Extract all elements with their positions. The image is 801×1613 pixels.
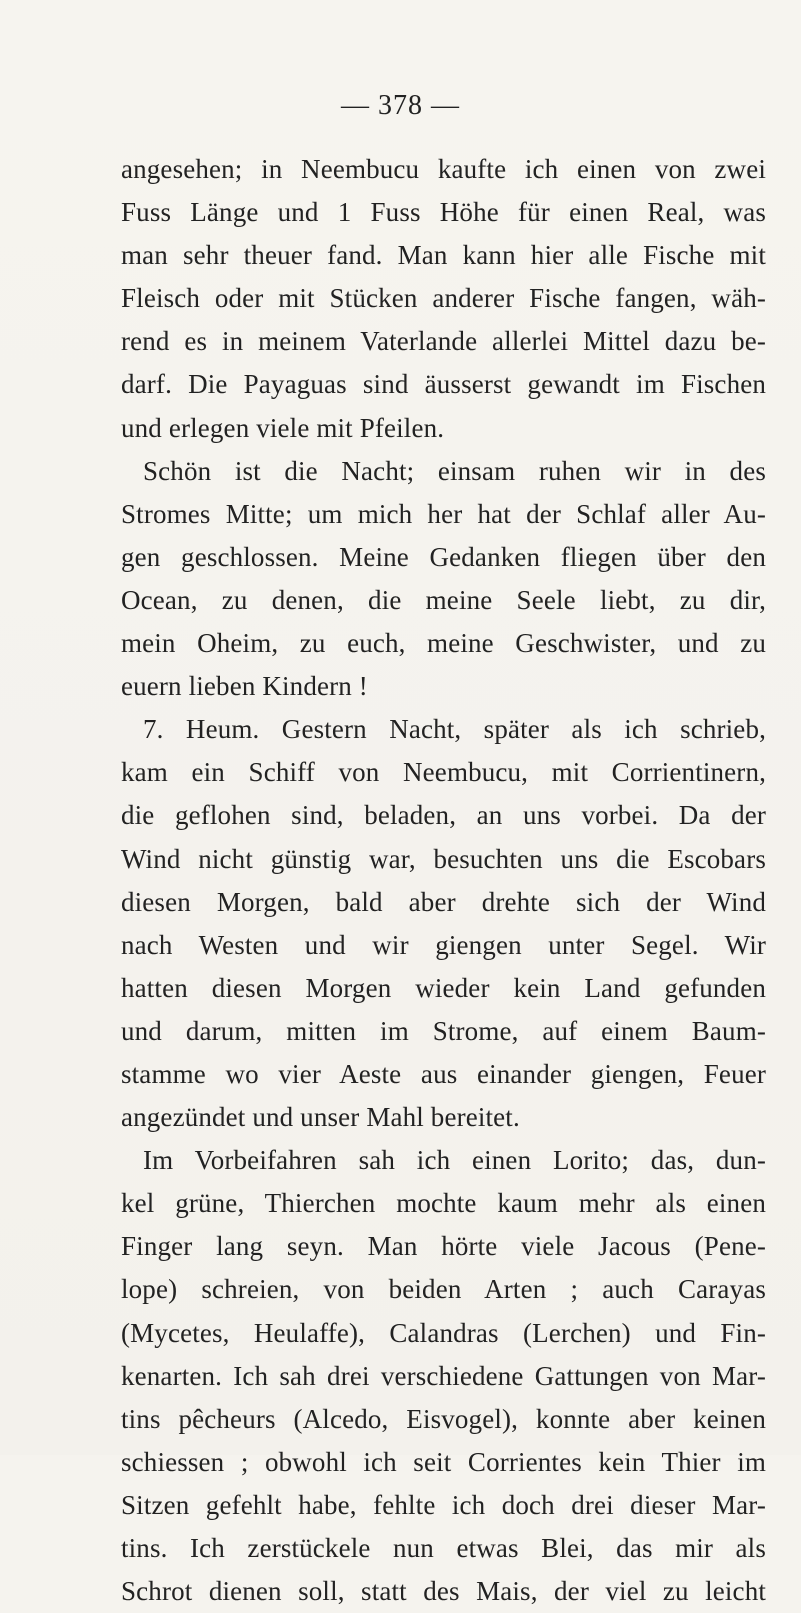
text-line: mein Oheim, zu euch, meine Geschwister, und zu xyxy=(121,628,766,659)
text-line: kel grüne, Thierchen mochte kaum mehr als einen xyxy=(121,1188,766,1219)
text-line: die geflohen sind, beladen, an uns vorbei. Da der xyxy=(121,800,766,831)
paragraph-end-line: euern lieben Kindern ! xyxy=(121,671,368,702)
text-line: schiessen ; obwohl ich seit Corrientes kein Thier im xyxy=(121,1446,766,1477)
text-line: Wind nicht günstig war, besuchten uns die Escobars xyxy=(121,843,766,874)
text-line: tins pêcheurs (Alcedo, Eisvogel), konnte aber keinen xyxy=(121,1403,766,1434)
text-line: tins. Ich zerstückele nun etwas Blei, das mir als xyxy=(121,1533,766,1563)
text-line: darf. Die Payaguas sind äusserst gewandt im Fischen xyxy=(121,369,766,400)
body-text xyxy=(121,148,766,1613)
paragraph-end-line: und erlegen viele mit Pfeilen. xyxy=(121,412,445,443)
text-line: und darum, mitten im Strome, auf einem Baum- xyxy=(121,1015,766,1046)
text-line: gen geschlossen. Meine Gedanken fliegen über den xyxy=(121,541,766,572)
text-line: Stromes Mitte; um mich her hat der Schlaf aller Au- xyxy=(121,498,766,529)
text-line: rend es in meinem Vaterlande allerlei Mittel dazu be- xyxy=(121,326,766,357)
paragraph-start-line: 7. Heum. Gestern Nacht, später als ich schrieb, xyxy=(143,714,766,745)
text-line: Schrot dienen soll, statt des Mais, der viel zu leicht xyxy=(121,1576,766,1607)
text-line: lope) schreien, von beiden Arten ; auch Carayas xyxy=(121,1274,766,1305)
text-line: angesehen; in Neembucu kaufte ich einen von zwei xyxy=(121,154,766,184)
text-line: kenarten. Ich sah drei verschiedene Gattungen von Mar- xyxy=(121,1360,766,1391)
text-line: Fleisch oder mit Stücken anderer Fische fangen, wäh- xyxy=(121,283,766,314)
text-line: man sehr theuer fand. Man kann hier alle Fische mit xyxy=(121,240,766,271)
text-line: Ocean, zu denen, die meine Seele liebt, zu dir, xyxy=(121,584,766,615)
text-line: stamme wo vier Aeste aus einander giengen, Feuer xyxy=(121,1058,766,1089)
text-line: nach Westen und wir giengen unter Segel. Wir xyxy=(121,929,766,960)
paragraph-start-line: Im Vorbeifahren sah ich einen Lorito; das, dun- xyxy=(143,1145,766,1176)
text-line: Sitzen gefehlt habe, fehlte ich doch drei dieser Mar- xyxy=(121,1489,766,1520)
page-number: — 378 — xyxy=(341,90,460,121)
text-line: hatten diesen Morgen wieder kein Land gefunden xyxy=(121,972,766,1003)
paragraph-end-line: angezündet und unser Mahl bereitet. xyxy=(121,1102,520,1133)
text-line: diesen Morgen, bald aber drehte sich der Wind xyxy=(121,886,766,917)
text-line: Finger lang seyn. Man hörte viele Jacous (Pene- xyxy=(121,1231,766,1262)
text-line: (Mycetes, Heulaffe), Calandras (Lerchen) und Fin- xyxy=(121,1317,766,1348)
text-line: Fuss Länge und 1 Fuss Höhe für einen Real, was xyxy=(121,197,766,228)
text-line: kam ein Schiff von Neembucu, mit Corrientinern, xyxy=(121,757,766,788)
paragraph-start-line: Schön ist die Nacht; einsam ruhen wir in des xyxy=(143,455,766,486)
